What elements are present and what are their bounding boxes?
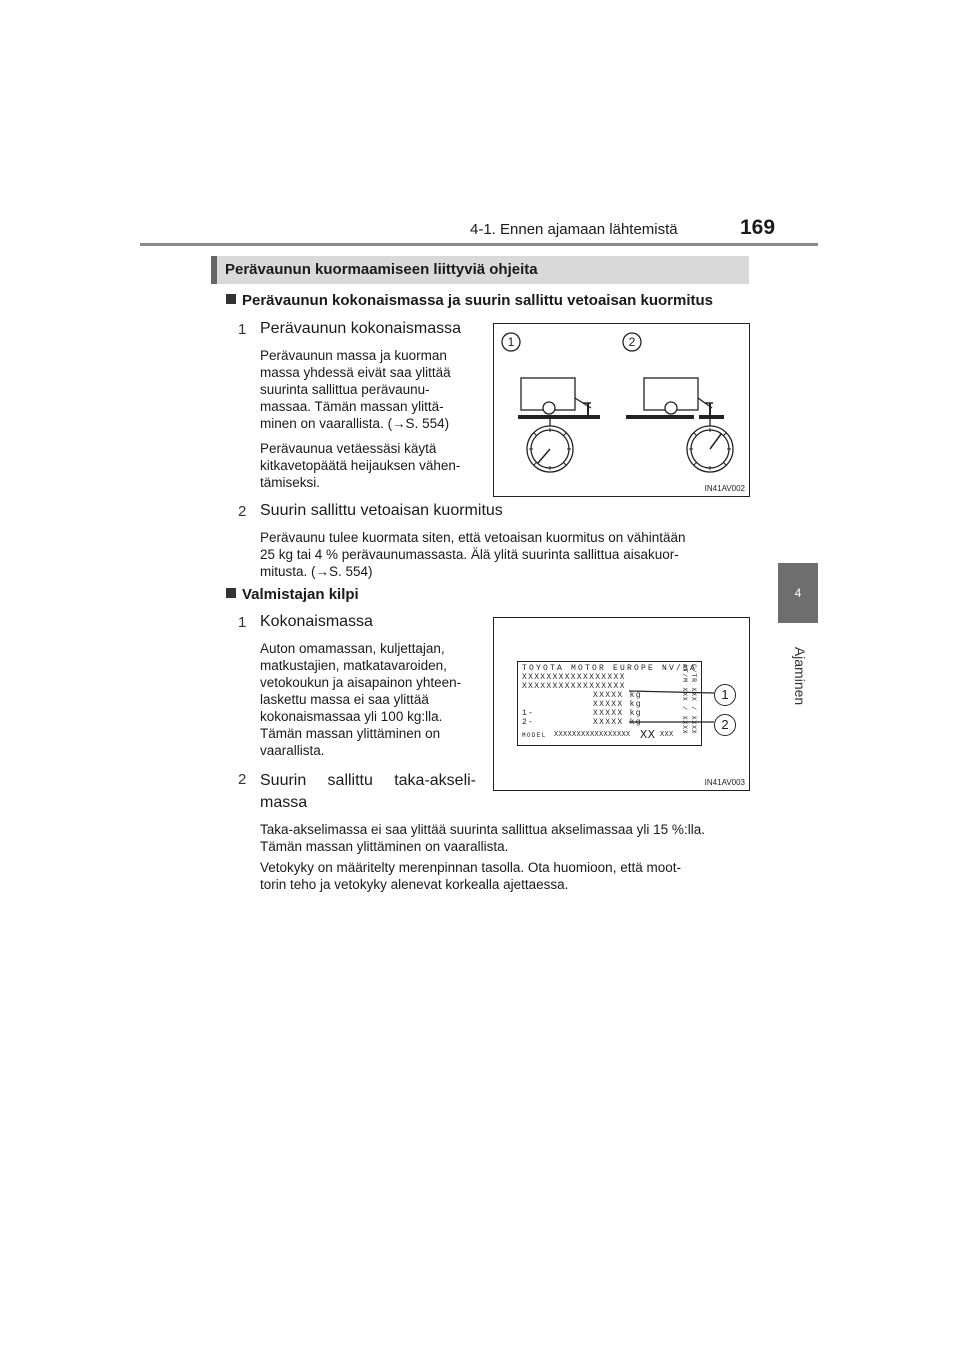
text-line: Taka-akselimassa ei saa ylittää suurinta sallittua akselimassaa yli 15 %:lla. [260, 822, 705, 837]
text-line: matkustajien, matkatavaroiden, [260, 658, 447, 673]
trailer-wheel-1 [543, 402, 555, 414]
plate-axle-label-2: 2- [522, 718, 535, 727]
item-number: 2 [238, 503, 247, 520]
text-line: kokonaismassaa yli 100 kg:lla. [260, 709, 443, 724]
plate-row-1: XXXXXXXXXXXXXXXXX [522, 673, 626, 682]
text-line: Perävaunua vetäessäsi käytä [260, 441, 437, 456]
subsection-heading-1-text: Perävaunun kokonaismassa ja suurin sallittu vetoaisan kuormitus [242, 292, 713, 309]
text-line: mitusta. (→S. 554) [260, 564, 373, 579]
page-number: 169 [740, 216, 776, 239]
plate-model-suffix: XXX [660, 731, 674, 739]
subsection-heading-2 [226, 586, 359, 603]
callout-label-1: 1 [507, 335, 515, 349]
trailer-wheel-2 [665, 402, 677, 414]
item-number: 1 [238, 614, 247, 631]
trailer-weight-illustration [494, 324, 749, 496]
callout-label-2: 2 [628, 335, 636, 349]
item-number: 1 [238, 321, 247, 338]
plate-side-text-2: AT/M XXX / XXXX [681, 664, 688, 735]
paragraph [260, 640, 476, 759]
chapter-tab: 4 [778, 563, 818, 623]
plate-weight-1: XXXXX kg [593, 691, 642, 700]
text-line: Vetokyky on määritelty merenpinnan tasolla. Ota huomioon, että moot- [260, 860, 681, 875]
running-header-section: 4-1. Ennen ajamaan lähtemistä [470, 221, 678, 238]
plate-row-2: XXXXXXXXXXXXXXXXX [522, 682, 626, 691]
paragraph [260, 347, 476, 432]
header-rule [140, 243, 818, 246]
item-title: Perävaunun kokonaismassa [260, 320, 462, 337]
section-banner-title: Perävaunun kuormaamiseen liittyviä ohjeita [225, 261, 538, 278]
subsection-heading-2-text: Valmistajan kilpi [242, 586, 359, 603]
plate-callout-2: 2 [714, 714, 736, 736]
plate-callout-1: 1 [714, 684, 736, 706]
text-line: tämiseksi. [260, 475, 321, 490]
item-title: Kokonaismassa [260, 613, 373, 630]
paragraph [260, 859, 748, 893]
item-number: 2 [238, 771, 247, 788]
plate-side-text-1: C/TR XXX / XXXX [690, 664, 697, 735]
plate-axle-label-1: 1- [522, 709, 535, 718]
text-line: vaarallista. [260, 743, 325, 758]
text-line: Perävaunun massa ja kuorman [260, 348, 447, 363]
item-title-line: massa [260, 794, 308, 811]
section-banner-accent [211, 256, 217, 284]
plate-title: TOYOTA MOTOR EUROPE NV/SA [522, 664, 698, 673]
plate-model-suffix-big: XX [640, 728, 656, 742]
figure-code: IN41AV003 [704, 778, 745, 787]
plate-weight-3: XXXXX kg [593, 709, 642, 718]
text-line: vetokoukun ja aisapainon yhteen- [260, 675, 462, 690]
plate-weight-2: XXXXX kg [593, 700, 642, 709]
item-title-line: Suurin sallittu taka-akseli- [260, 772, 476, 789]
figure-code: IN41AV002 [704, 484, 745, 493]
text-line: suurinta sallittua perävaunu- [260, 382, 430, 397]
text-line: 25 kg tai 4 % perävaunumassasta. Älä ylitä suurinta sallittua aisakuor- [260, 547, 679, 562]
text-line: kitkavetopäätä heijauksen vähen- [260, 458, 461, 473]
text-line: massaa. Tämän massan ylittä- [260, 399, 444, 414]
plate-callout-leaders [494, 618, 749, 790]
item-title: Suurin sallittu vetoaisan kuormitus [260, 502, 503, 519]
paragraph [260, 440, 476, 491]
figure-trailer-weights [493, 323, 750, 497]
square-bullet-icon [226, 294, 236, 304]
paragraph [260, 821, 748, 855]
text-line: Tämän massan ylittäminen on vaarallista. [260, 839, 509, 854]
leader-line-1 [629, 691, 714, 693]
text-line: Auton omamassan, kuljettajan, [260, 641, 445, 656]
text-line: Perävaunu tulee kuormata siten, että vetoaisan kuormitus on vähintään [260, 530, 686, 545]
figure-manufacturer-plate [493, 617, 750, 791]
square-bullet-icon [226, 588, 236, 598]
plate-model-label: MODEL [522, 732, 547, 739]
text-line: Tämän massan ylittäminen on [260, 726, 441, 741]
item-title [260, 770, 476, 814]
text-line: torin teho ja vetokyky alenevat korkealla ajettaessa. [260, 877, 569, 892]
chapter-label: Ajaminen [792, 646, 808, 706]
text-line: minen on vaarallista. (→S. 554) [260, 416, 450, 431]
subsection-heading-1 [226, 292, 713, 309]
plate-weight-4: XXXXX kg [593, 718, 642, 727]
text-line: massa yhdessä eivät saa ylittää [260, 365, 451, 380]
plate-model-value: XXXXXXXXXXXXXXXXX [554, 731, 631, 739]
text-line: laskettu massa ei saa ylittää [260, 692, 429, 707]
paragraph [260, 529, 748, 580]
